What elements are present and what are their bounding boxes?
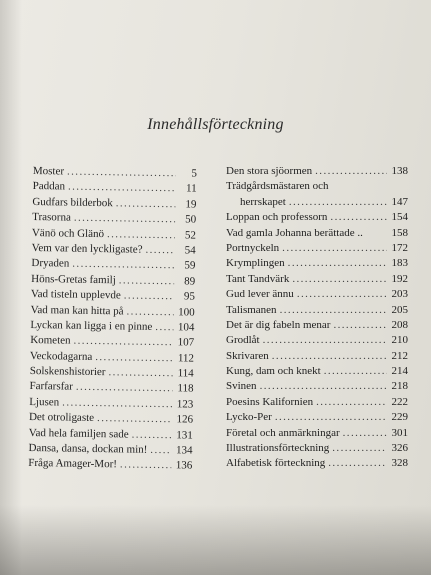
toc-leader-dots (155, 320, 173, 336)
toc-entry-title: Kung, dam och knekt (226, 365, 321, 378)
toc-entry-title: Ljusen (29, 395, 60, 409)
toc-leader-dots (119, 273, 175, 289)
toc-leader-dots (332, 441, 387, 456)
toc-entry-title: Vad gamla Johanna berättade .. (226, 226, 363, 239)
toc-entry-title: Alfabetisk förteckning (226, 457, 326, 470)
toc-leader-dots (95, 350, 173, 367)
toc-entry-title: Skrivaren (226, 349, 269, 362)
toc-entry-title: Loppan och professorn (226, 211, 328, 224)
toc-entry-title: Veckodagarna (29, 349, 93, 363)
toc-entry-page: 183 (391, 257, 408, 270)
toc-entry-page: 136 (175, 459, 193, 472)
toc-leader-dots (292, 272, 387, 287)
toc-entry-title: Trädgårdsmästaren och (226, 180, 329, 193)
toc-entry-page: 95 (183, 290, 196, 303)
toc-leader-dots (289, 195, 387, 210)
toc-entry (226, 441, 408, 456)
toc-entry (226, 241, 408, 256)
toc-leader-dots (107, 227, 175, 243)
toc-entry-title: Tant Tandvärk (226, 272, 290, 285)
toc-entry-page: 214 (391, 365, 408, 378)
toc-entry (226, 379, 408, 394)
toc-entry-page: 326 (391, 442, 408, 455)
toc-leader-dots (297, 287, 387, 302)
toc-entry-page: 118 (177, 382, 194, 396)
toc-entry-page: 154 (391, 211, 408, 224)
toc-leader-dots (145, 243, 174, 259)
toc-leader-dots (272, 349, 387, 364)
toc-entry-page: 19 (185, 198, 197, 211)
toc-entry (226, 456, 408, 471)
toc-entry-title: Kometen (30, 334, 71, 347)
toc-entry-page: 301 (391, 426, 408, 439)
toc-leader-dots (280, 303, 387, 318)
toc-entry (226, 256, 408, 271)
toc-leader-dots (343, 426, 387, 441)
toc-entry-title: Farfarsfar (29, 380, 73, 394)
toc-entry (28, 456, 192, 474)
toc-entry-title: Den stora sjöormen (226, 165, 313, 177)
toc-entry-title: Solskenshistorier (29, 365, 106, 379)
toc-entry-title: Trasorna (32, 211, 71, 224)
toc-entry-page: 208 (391, 318, 408, 331)
toc-entry-title: Vad hela familjen sade (28, 426, 129, 441)
page-title: Innehållsförteckning (147, 116, 284, 133)
toc-entry-title: Illustrationsförteckning (226, 442, 330, 455)
toc-entry-page: 203 (391, 288, 408, 301)
toc-entry (226, 364, 408, 379)
toc-entry-title: Lyckan kan ligga i en pinne (30, 318, 153, 333)
toc-entry-page: 50 (185, 213, 197, 226)
toc-entry-title: Grodlåt (226, 334, 260, 347)
toc-entry-page: 52 (184, 228, 196, 242)
toc-leader-dots (150, 443, 171, 459)
page-gutter-shadow (0, 0, 22, 575)
toc-leader-dots (73, 334, 173, 351)
toc-entry-page: 212 (391, 349, 408, 362)
toc-entry (226, 179, 408, 194)
toc-leader-dots (330, 210, 387, 225)
toc-entry-title: Vad man kan hitta på (30, 303, 124, 317)
toc-leader-dots (263, 333, 387, 348)
toc-leader-dots (328, 456, 387, 471)
toc-right-column (226, 164, 408, 472)
toc-entry-page: 229 (391, 411, 408, 424)
toc-entry (226, 349, 408, 364)
toc-entry-title: Det är dig fabeln menar (226, 318, 331, 331)
toc-entry-title: Dansa, dansa, dockan min! (28, 441, 148, 456)
toc-entry-title: Portnyckeln (226, 241, 280, 254)
toc-entry-page: 147 (391, 195, 408, 208)
toc-entry-page: 123 (176, 398, 194, 411)
toc-leader-dots (97, 411, 172, 428)
toc-entry-title: Höns-Gretas familj (31, 272, 116, 287)
toc-leader-dots (315, 164, 387, 179)
toc-leader-dots (72, 257, 174, 274)
toc-entry (226, 303, 408, 318)
toc-entry-title: Det otroligaste (28, 411, 95, 425)
toc-entry (226, 410, 408, 425)
toc-entry-page: 5 (191, 167, 197, 180)
toc-entry-page: 104 (177, 321, 195, 334)
toc-entry-page: 131 (176, 428, 193, 442)
toc-leader-dots (333, 318, 387, 333)
toc-entry-title: Lycko-Per (226, 411, 272, 424)
toc-leader-dots (116, 196, 176, 212)
toc-entry-page: 328 (391, 457, 408, 470)
toc-leader-dots (282, 241, 387, 256)
toc-entry-title: Vänö och Glänö (31, 226, 105, 240)
toc-entry (226, 426, 408, 441)
toc-entry-title: Krymplingen (226, 257, 285, 270)
toc-entry-title: Poesins Kalifornien (226, 395, 314, 408)
toc-entry (226, 210, 408, 225)
toc-leader-dots (126, 304, 173, 320)
toc-entry-page: 210 (391, 334, 408, 347)
toc-entry-page: 114 (177, 367, 194, 380)
toc-entry-page: 89 (184, 275, 196, 288)
toc-leader-dots (76, 380, 173, 397)
toc-entry-title: Gud lever ännu (226, 288, 294, 301)
toc-leader-dots (74, 211, 176, 228)
toc-entry-title: Fråga Amager-Mor! (28, 457, 118, 471)
toc-leader-dots (124, 289, 174, 305)
toc-entry-title: Vad tisteln upplevde (30, 288, 121, 302)
toc-leader-dots (108, 365, 172, 381)
toc-left-column (28, 164, 197, 474)
toc-leader-dots (324, 364, 387, 379)
toc-entry-page: 172 (391, 241, 408, 254)
toc-entry-page: 158 (391, 226, 408, 239)
toc-entry-page: 138 (391, 165, 408, 177)
toc-entry-page: 134 (175, 444, 193, 457)
toc-entry (226, 272, 408, 287)
toc-entry-page: 107 (177, 336, 195, 349)
toc-entry-title: Gudfars bilderbok (32, 195, 113, 210)
toc-entry-page: 222 (391, 395, 408, 408)
toc-leader-dots (316, 395, 387, 410)
toc-leader-dots (68, 180, 176, 197)
toc-leader-dots (62, 395, 172, 412)
toc-entry (226, 395, 408, 410)
toc-entry-title: herrskapet (240, 195, 286, 208)
toc-entry-title: Dryaden (31, 257, 70, 270)
toc-entry-title: Talismanen (226, 303, 277, 316)
toc-entry-page: 112 (177, 351, 195, 365)
toc-entry (226, 226, 408, 241)
toc-entry (226, 287, 408, 302)
toc-entry-page: 54 (184, 244, 196, 257)
toc-entry-page: 100 (178, 305, 195, 319)
toc-entry-title: Företal och anmärkningar (226, 426, 340, 439)
toc-entry-page: 218 (391, 380, 408, 393)
toc-entry-page: 59 (184, 259, 196, 272)
toc-entry (226, 195, 408, 210)
toc-entry-title: Svinen (226, 380, 257, 393)
toc-entry (226, 333, 408, 348)
toc-leader-dots (132, 427, 172, 443)
toc-entry (226, 164, 408, 179)
toc-entry-page: 192 (391, 272, 408, 285)
toc-entry-page: 205 (391, 303, 408, 316)
toc-entry-title: Paddan (32, 180, 66, 193)
toc-entry-title: Moster (32, 164, 65, 178)
toc-entry-title: Vem var den lyckligaste? (31, 241, 143, 256)
toc-leader-dots (120, 458, 172, 474)
photo-bottom-shadow (0, 505, 431, 575)
toc-leader-dots (67, 165, 176, 182)
toc-entry (226, 318, 408, 333)
toc-leader-dots (275, 410, 387, 425)
toc-entry-page: 126 (176, 413, 194, 426)
toc-leader-dots (260, 379, 387, 394)
toc-entry-page: 11 (185, 182, 197, 195)
toc-leader-dots (288, 256, 387, 271)
